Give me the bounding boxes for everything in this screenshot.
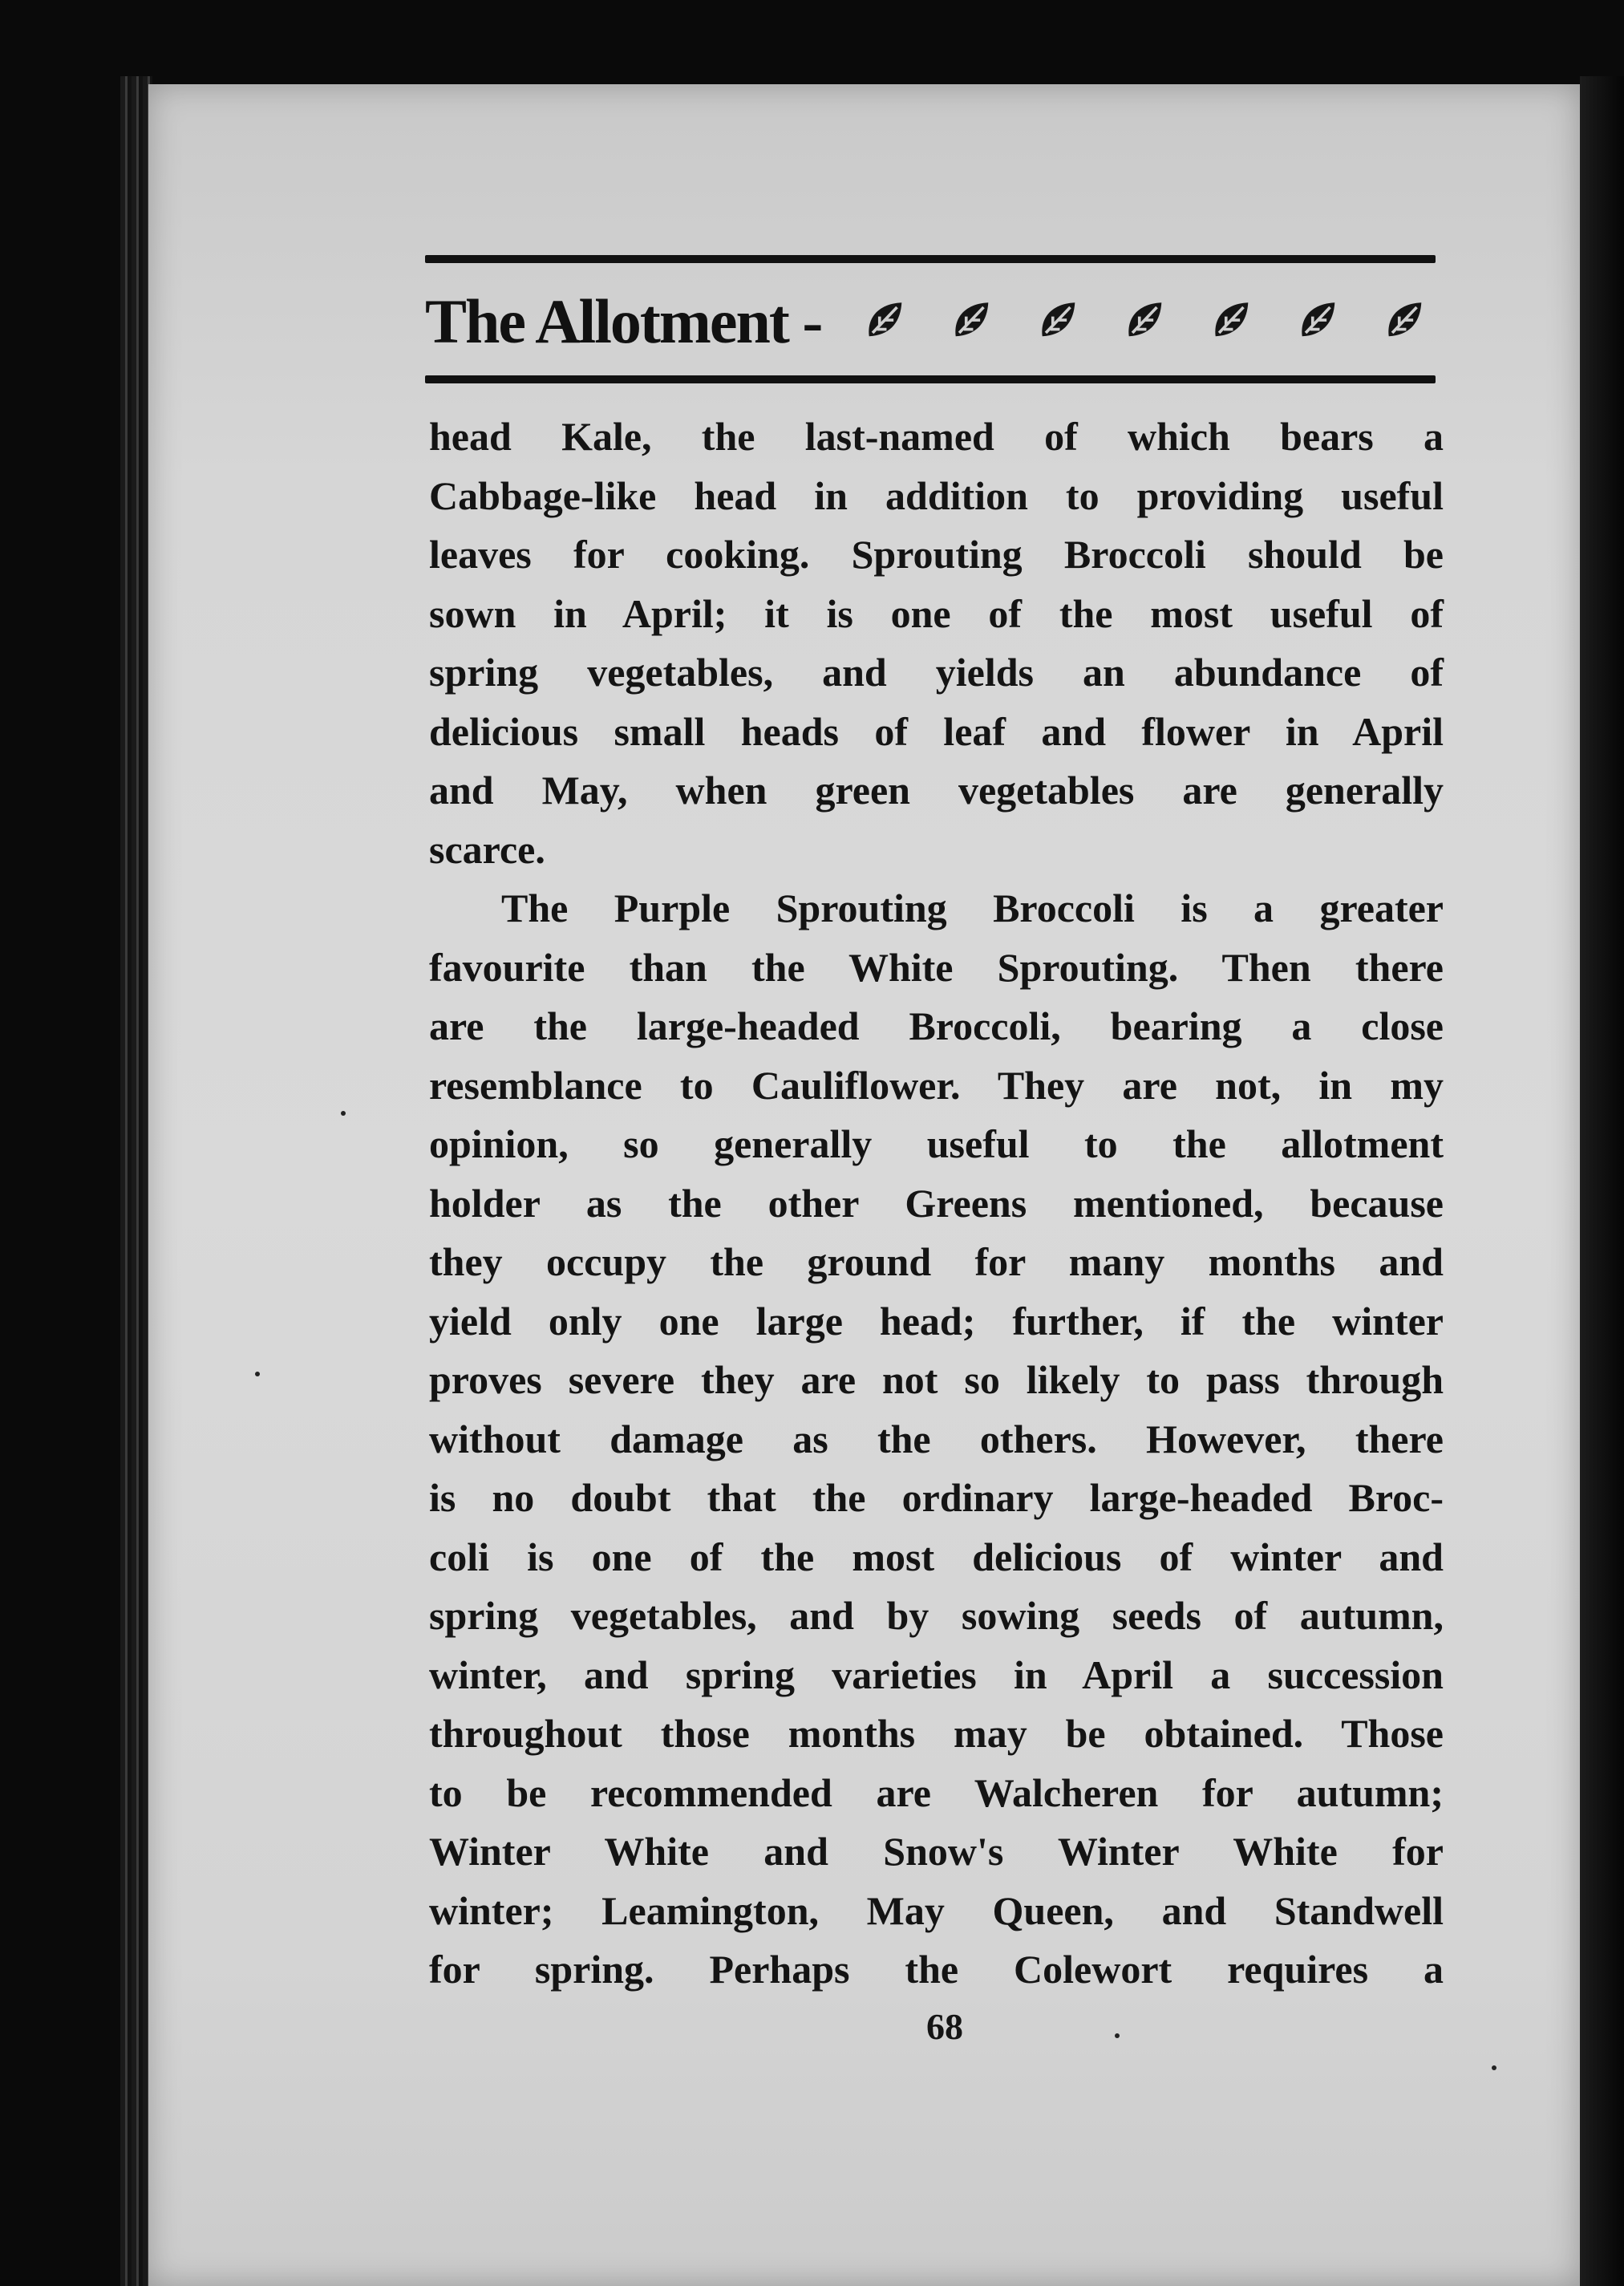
- text-line: is no doubt that the ordinary large-headed Broc-: [429, 1475, 1444, 1520]
- text-line: opinion, so generally useful to the allotment: [429, 1121, 1444, 1166]
- text-line: for spring. Perhaps the Colewort requires a: [429, 1947, 1444, 1992]
- text-line: The Purple Sprouting Broccoli is a greater: [501, 886, 1444, 930]
- leaf-icon: [862, 297, 909, 343]
- leaf-icon: [1382, 297, 1428, 343]
- leaf-icon: [949, 297, 995, 343]
- header-rule-top: [425, 255, 1436, 263]
- scan-speck: [255, 1372, 260, 1376]
- page-number: 68: [926, 2006, 963, 2047]
- text-line: winter, and spring varieties in April a succession: [429, 1652, 1444, 1697]
- text-line: are the large-headed Broccoli, bearing a close: [429, 1003, 1444, 1048]
- book-binding-edge: [120, 76, 152, 2286]
- text-line: to be recommended are Walcheren for autumn;: [429, 1769, 1444, 1815]
- text-line: holder as the other Greens mentioned, because: [429, 1180, 1444, 1226]
- text-line: proves severe they are not so likely to pass through: [429, 1357, 1444, 1402]
- text-line: delicious small heads of leaf and flower in April: [429, 708, 1444, 754]
- paragraph-2: [429, 879, 1444, 2000]
- scan-speck: [1492, 2065, 1496, 2070]
- text-line: throughout those months may be obtained. Those: [429, 1711, 1444, 1756]
- page-right-shadow: [1580, 76, 1624, 2286]
- text-line: without damage as the others. However, there: [429, 1416, 1444, 1461]
- header-rule-bottom: [425, 375, 1436, 383]
- text-line: spring vegetables, and yields an abundance of: [429, 650, 1444, 695]
- leaf-icon: [1295, 297, 1342, 343]
- text-line: head Kale, the last-named of which bears a: [429, 414, 1444, 459]
- text-line: spring vegetables, and by sowing seeds of autumn,: [429, 1593, 1444, 1638]
- ornament-row: [862, 297, 1428, 343]
- text-line: winter; Leamington, May Queen, and Standwell: [429, 1887, 1444, 1933]
- page-body: [429, 407, 1444, 2000]
- text-line: Cabbage-like head in addition to providing useful: [429, 472, 1444, 518]
- running-title: The Allotment -: [425, 286, 822, 356]
- text-line: they occupy the ground for many months and: [429, 1239, 1444, 1284]
- text-line: resemblance to Cauliflower. They are not, in my: [429, 1062, 1444, 1108]
- text-line: and May, when green vegetables are generally: [429, 768, 1444, 813]
- paragraph-1: [429, 407, 1444, 879]
- text-line: Winter White and Snow's Winter White for: [429, 1829, 1444, 1874]
- leaf-icon: [1209, 297, 1255, 343]
- text-line: favourite than the White Sprouting. Then there: [429, 944, 1444, 990]
- leaf-icon: [1035, 297, 1082, 343]
- scan-speck: [1115, 2033, 1120, 2038]
- text-line: sown in April; it is one of the most useful of: [429, 590, 1444, 636]
- text-line: yield only one large head; further, if the winter: [429, 1298, 1444, 1344]
- text-line: coli is one of the most delicious of winter and: [429, 1534, 1444, 1579]
- scan-speck: [341, 1111, 346, 1116]
- running-header: [425, 255, 1436, 391]
- leaf-icon: [1122, 297, 1168, 343]
- text-line: scarce.: [429, 826, 545, 872]
- text-line: leaves for cooking. Sprouting Broccoli should be: [429, 532, 1444, 577]
